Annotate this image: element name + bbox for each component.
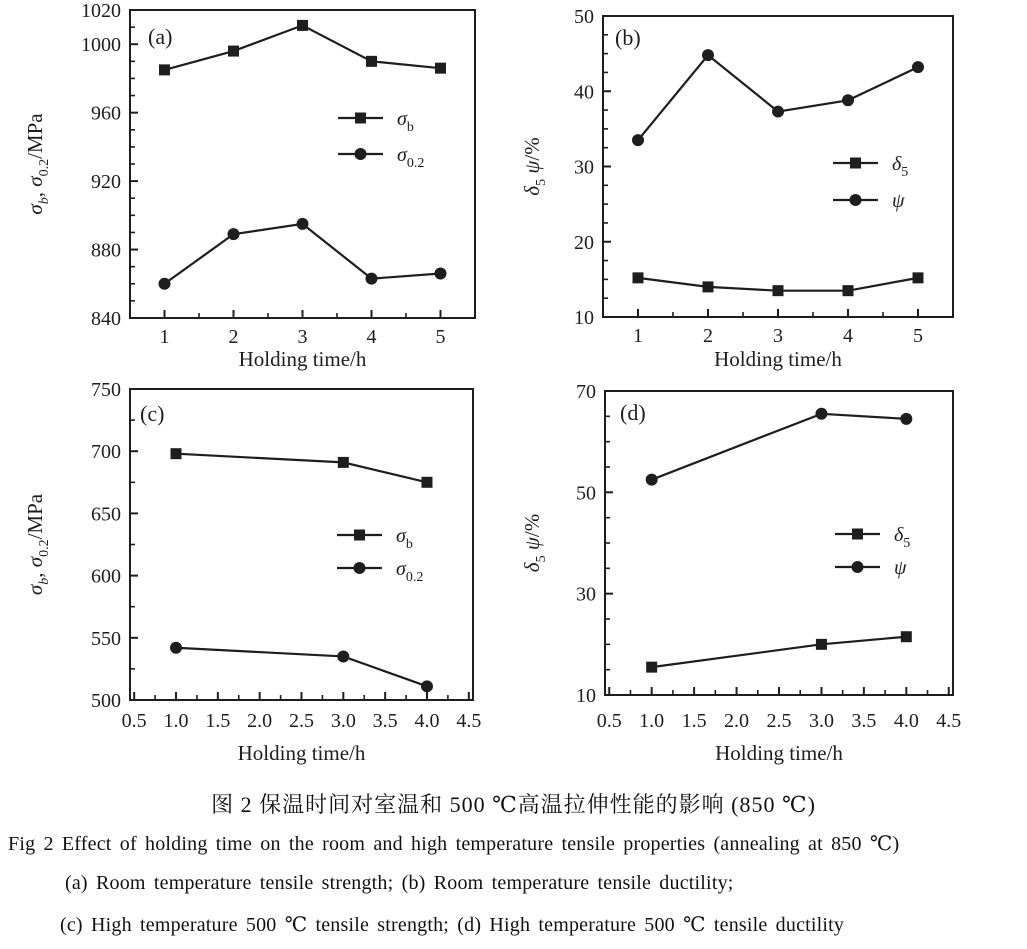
x-tick-label: 3.5	[372, 710, 398, 732]
x-tick-label: 2.0	[247, 710, 273, 732]
circle-marker	[912, 61, 924, 73]
circle-marker	[646, 474, 658, 486]
x-tick-label: 3.5	[851, 710, 877, 732]
square-marker	[355, 113, 366, 124]
square-marker	[366, 56, 377, 67]
circle-marker	[228, 228, 240, 240]
x-tick-label: 0.5	[121, 710, 147, 732]
y-tick-label: 650	[91, 503, 121, 526]
y-axis	[574, 6, 611, 329]
series-line	[638, 55, 918, 140]
legend	[833, 153, 908, 212]
circle-marker	[337, 650, 349, 662]
circle-marker	[366, 273, 378, 285]
chart-c-svg	[0, 375, 513, 765]
x-tick-label: 3.0	[330, 710, 356, 732]
x-axis	[597, 687, 962, 732]
series-ψ	[632, 49, 924, 146]
panel-label: (c)	[140, 401, 165, 426]
series-line	[652, 637, 907, 667]
x-tick-label: 4	[843, 325, 853, 347]
x-tick-label: 1.5	[681, 710, 707, 732]
square-marker	[297, 20, 308, 31]
circle-marker	[852, 561, 864, 573]
circle-marker	[421, 680, 433, 692]
x-tick-label: 2.0	[724, 710, 750, 732]
y-tick-label: 1000	[81, 34, 121, 57]
x-axis	[122, 692, 482, 732]
chart-d-high-temp-ductility	[513, 375, 1027, 770]
panel-label: (d)	[620, 400, 646, 425]
circle-marker	[772, 106, 784, 118]
figure-title-en: Fig 2 Effect of holding time on the room and high temperature tensile properties (annealing at 850 ℃)	[8, 833, 900, 855]
legend	[835, 524, 910, 579]
legend-label: ψ	[892, 190, 905, 212]
x-tick-label: 2.5	[766, 710, 792, 732]
x-axis-title: Holding time/h	[715, 741, 843, 765]
circle-marker	[435, 268, 447, 280]
x-tick-label: 3	[297, 326, 308, 348]
y-axis-title: $\delta_5$ ψ/%	[520, 137, 549, 196]
legend-label: $\delta_5$	[892, 153, 909, 180]
series-line	[652, 414, 907, 480]
circle-marker	[159, 278, 171, 290]
y-tick-label: 880	[91, 239, 121, 262]
x-tick-label: 4.0	[893, 710, 919, 732]
figure-title-zh: 图 2 保温时间对室温和 500 ℃高温拉伸性能的影响 (850 ℃)	[211, 792, 816, 817]
y-axis-title: $\delta_5$ ψ/%	[520, 513, 549, 573]
x-tick-label: 2	[228, 326, 239, 348]
x-tick-label: 4.5	[456, 710, 482, 732]
square-marker	[816, 639, 827, 650]
y-axis	[576, 381, 613, 707]
series-σ0.2	[170, 642, 433, 693]
series-line	[165, 25, 441, 69]
legend-label: $\sigma_b$	[396, 525, 413, 552]
legend	[337, 525, 423, 585]
series-line	[176, 454, 427, 483]
chart-a-room-temp-strength	[0, 0, 513, 380]
x-tick-label: 1	[159, 326, 170, 348]
legend-label: $\delta_5$	[894, 524, 911, 551]
legend-label: $\sigma_b$	[397, 108, 414, 135]
square-marker	[850, 158, 861, 169]
series-σb	[159, 20, 446, 75]
chart-b-room-temp-ductility	[513, 0, 1027, 380]
y-tick-label: 70	[576, 381, 596, 403]
y-axis-title: $\sigma_b$, $\sigma_{0.2}$/MPa	[23, 113, 52, 215]
circle-marker	[702, 49, 714, 61]
chart-b-svg	[513, 0, 1027, 375]
x-tick-label: 3	[773, 325, 783, 347]
y-tick-label: 10	[574, 307, 594, 329]
x-tick-label: 2.5	[289, 710, 314, 732]
series-σb	[171, 448, 433, 488]
square-marker	[852, 529, 863, 540]
y-tick-label: 500	[91, 690, 121, 712]
legend-label: $\sigma_{0.2}$	[397, 144, 425, 171]
x-tick-label: 2	[703, 325, 713, 347]
series-ψ	[646, 408, 913, 486]
legend-label: ψ	[894, 557, 907, 579]
series-σ0.2	[159, 218, 447, 290]
square-marker	[171, 448, 182, 459]
circle-marker	[170, 642, 182, 654]
y-tick-label: 700	[91, 441, 121, 464]
square-marker	[421, 477, 432, 488]
y-tick-label: 50	[576, 482, 596, 505]
square-marker	[633, 272, 644, 283]
x-tick-label: 4.0	[414, 710, 440, 732]
y-tick-label: 20	[574, 231, 594, 254]
chart-a-svg	[0, 0, 513, 375]
panel-label: (a)	[148, 24, 173, 49]
subcaption-a-b: (a) Room temperature tensile strength; (b) Room temperature tensile ductility;	[65, 872, 734, 894]
y-axis-title: $\sigma_b$, $\sigma_{0.2}$/MPa	[23, 493, 52, 596]
circle-marker	[850, 194, 862, 206]
legend-label: $\sigma_{0.2}$	[396, 558, 424, 585]
y-tick-label: 960	[91, 102, 121, 125]
x-axis	[633, 309, 923, 347]
y-tick-label: 750	[91, 379, 121, 401]
x-tick-label: 3.0	[808, 710, 834, 732]
square-marker	[913, 272, 924, 283]
square-marker	[228, 46, 239, 57]
y-tick-label: 840	[91, 308, 121, 330]
series-line	[165, 224, 441, 284]
x-tick-label: 5	[435, 326, 446, 348]
square-marker	[338, 457, 349, 468]
square-marker	[435, 63, 446, 74]
square-marker	[901, 631, 912, 642]
y-tick-label: 50	[574, 6, 594, 28]
square-marker	[646, 662, 657, 673]
chart-d-svg	[513, 375, 1027, 765]
subcaption-c-d: (c) High temperature 500 ℃ tensile strength; (d) High temperature 500 ℃ tensile ductility	[60, 914, 845, 936]
circle-marker	[355, 148, 367, 160]
x-tick-label: 1.0	[163, 710, 189, 732]
y-tick-label: 920	[91, 171, 121, 194]
y-tick-label: 550	[91, 627, 121, 650]
square-marker	[159, 64, 170, 75]
x-tick-label: 1.0	[639, 710, 665, 732]
x-axis	[160, 310, 446, 348]
series-δ5	[646, 631, 912, 672]
circle-marker	[632, 134, 644, 146]
x-tick-label: 4	[366, 326, 377, 348]
square-marker	[354, 530, 365, 541]
square-marker	[703, 281, 714, 292]
panel-label: (b)	[615, 25, 641, 50]
chart-c-high-temp-strength	[0, 375, 513, 770]
x-tick-label: 4.5	[936, 710, 962, 732]
x-tick-label: 1	[633, 325, 643, 347]
circle-marker	[842, 94, 854, 106]
x-axis-title: Holding time/h	[238, 347, 367, 371]
series-δ5	[633, 272, 924, 296]
x-axis-title: Holding time/h	[714, 347, 842, 371]
square-marker	[773, 285, 784, 296]
y-tick-label: 10	[576, 685, 596, 707]
x-axis-title: Holding time/h	[237, 741, 366, 765]
y-tick-label: 600	[91, 565, 121, 588]
circle-marker	[815, 408, 827, 420]
square-marker	[843, 285, 854, 296]
x-tick-label: 1.5	[205, 710, 231, 732]
circle-marker	[354, 562, 366, 574]
series-line	[176, 648, 427, 687]
circle-marker	[900, 413, 912, 425]
y-tick-label: 30	[576, 583, 596, 606]
y-tick-label: 1020	[81, 0, 121, 22]
y-tick-label: 40	[574, 81, 594, 104]
x-tick-label: 5	[913, 325, 923, 347]
x-tick-label: 0.5	[596, 710, 622, 732]
y-tick-label: 30	[574, 156, 594, 179]
circle-marker	[297, 218, 309, 230]
legend	[338, 108, 424, 171]
